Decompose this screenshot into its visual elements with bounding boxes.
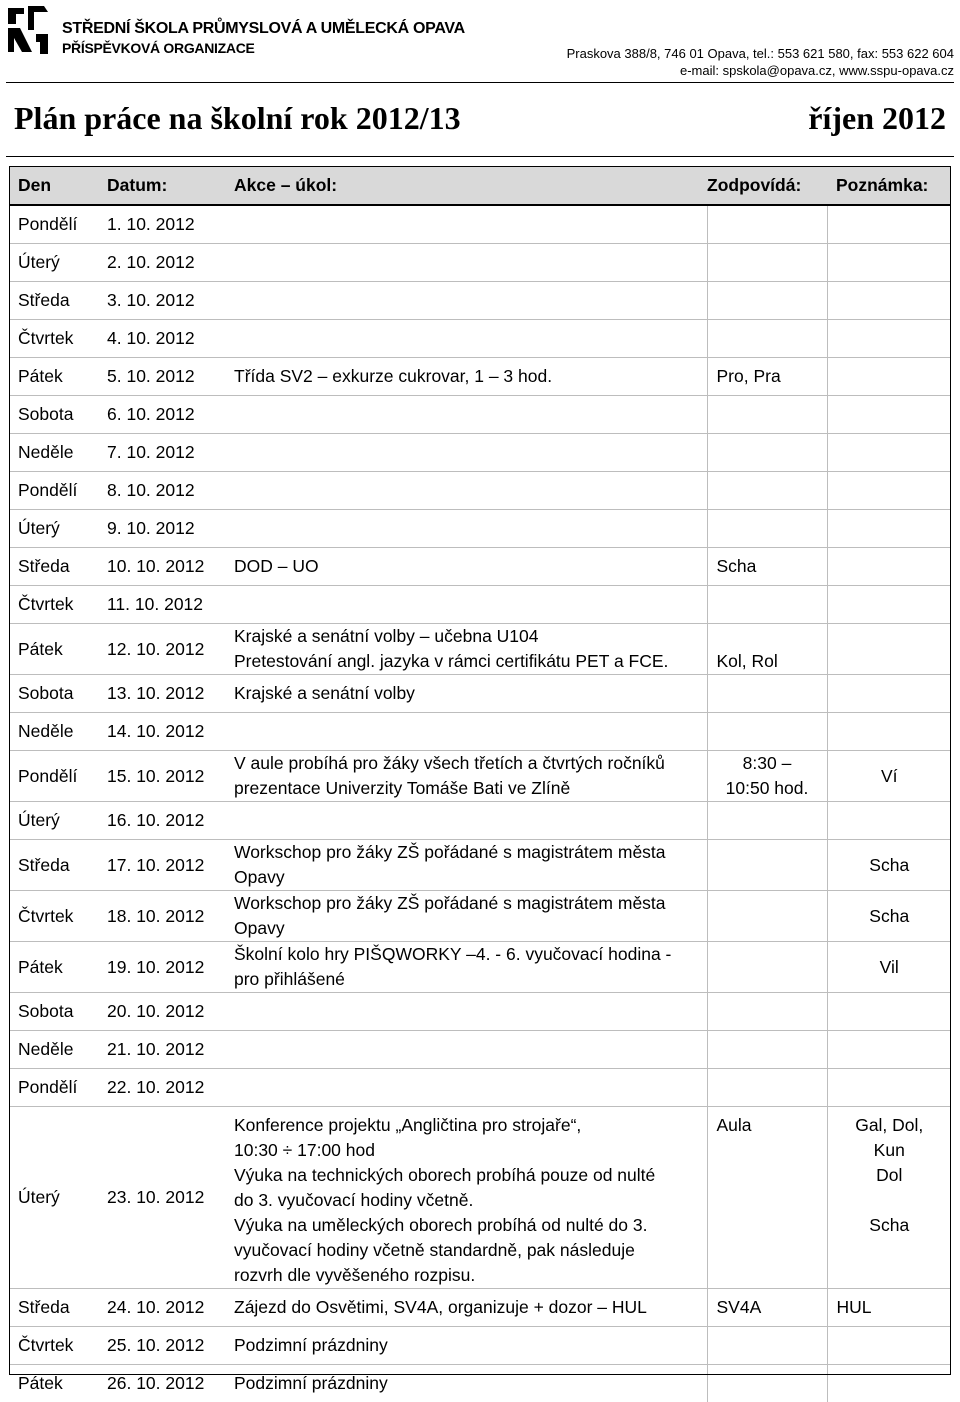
table-row — [9, 1327, 951, 1365]
cell-poznamka — [827, 1289, 951, 1327]
contact-address: Praskova 388/8, 746 01 Opava, tel.: 553 621 580, fax: 553 622 604 — [567, 46, 954, 61]
cell-poznamka — [827, 942, 951, 993]
cell-line: Aula — [717, 1113, 827, 1138]
cell-akce — [225, 751, 707, 802]
cell-zodpovida — [707, 1365, 827, 1402]
cell-den: Čtvrtek — [9, 320, 98, 358]
cell-poznamka — [827, 282, 951, 320]
cell-zodpovida — [707, 624, 827, 675]
cell-datum: 26. 10. 2012 — [98, 1365, 225, 1402]
cell-den: Sobota — [9, 675, 98, 713]
school-name: STŘEDNÍ ŠKOLA PRŮMYSLOVÁ A UMĚLECKÁ OPAVA — [62, 20, 465, 38]
cell-datum: 21. 10. 2012 — [98, 1031, 225, 1069]
cell-line: 10:50 hod. — [708, 776, 827, 801]
cell-den: Pondělí — [9, 205, 98, 244]
cell-datum: 20. 10. 2012 — [98, 993, 225, 1031]
cell-akce — [225, 713, 707, 751]
cell-datum: 19. 10. 2012 — [98, 942, 225, 993]
cell-akce — [225, 434, 707, 472]
cell-poznamka — [827, 1365, 951, 1402]
cell-poznamka — [827, 802, 951, 840]
cell-line: 10:30 ÷ 17:00 hod — [234, 1138, 707, 1163]
cell-akce — [225, 675, 707, 713]
table-row — [9, 993, 951, 1031]
cell-line: pro přihlášené — [234, 967, 707, 992]
cell-datum: 14. 10. 2012 — [98, 713, 225, 751]
cell-line — [828, 1188, 952, 1213]
cell-datum: 23. 10. 2012 — [98, 1107, 225, 1289]
cell-line: Gal, Dol, — [828, 1113, 952, 1138]
cell-line: rozvrh dle vyvěšeného rozpisu. — [234, 1263, 707, 1288]
cell-poznamka — [827, 548, 951, 586]
cell-zodpovida — [707, 396, 827, 434]
cell-akce — [225, 320, 707, 358]
schedule-table — [9, 166, 951, 1402]
cell-akce — [225, 586, 707, 624]
cell-zodpovida — [707, 840, 827, 891]
cell-line: Ví — [828, 764, 952, 789]
cell-line: Výuka na technických oborech probíhá pouze od nulté — [234, 1163, 707, 1188]
cell-datum: 24. 10. 2012 — [98, 1289, 225, 1327]
cell-zodpovida — [707, 751, 827, 802]
cell-den: Pondělí — [9, 1069, 98, 1107]
cell-zodpovida — [707, 1327, 827, 1365]
table-row — [9, 1365, 951, 1402]
cell-line: Podzimní prázdniny — [234, 1333, 707, 1358]
table-header-row — [9, 166, 951, 205]
table-row — [9, 282, 951, 320]
cell-datum: 16. 10. 2012 — [98, 802, 225, 840]
cell-line: DOD – UO — [234, 554, 707, 579]
cell-poznamka — [827, 993, 951, 1031]
cell-poznamka — [827, 472, 951, 510]
cell-line: vyučovací hodiny včetně standardně, pak následuje — [234, 1238, 707, 1263]
cell-poznamka — [827, 675, 951, 713]
cell-den: Čtvrtek — [9, 891, 98, 942]
table-row — [9, 802, 951, 840]
cell-zodpovida — [707, 1069, 827, 1107]
cell-akce — [225, 548, 707, 586]
table-row — [9, 891, 951, 942]
cell-poznamka — [827, 624, 951, 675]
cell-akce — [225, 891, 707, 942]
cell-poznamka — [827, 1107, 951, 1289]
cell-datum: 25. 10. 2012 — [98, 1327, 225, 1365]
cell-zodpovida — [707, 942, 827, 993]
cell-datum: 10. 10. 2012 — [98, 548, 225, 586]
cell-line: Opavy — [234, 865, 707, 890]
table-row — [9, 675, 951, 713]
school-organization-type: PŘÍSPĚVKOVÁ ORGANIZACE — [62, 40, 255, 56]
cell-zodpovida — [707, 713, 827, 751]
cell-poznamka — [827, 244, 951, 282]
cell-line: Pro, Pra — [717, 364, 827, 389]
cell-poznamka — [827, 586, 951, 624]
cell-den: Sobota — [9, 396, 98, 434]
cell-datum: 8. 10. 2012 — [98, 472, 225, 510]
cell-zodpovida — [707, 320, 827, 358]
cell-zodpovida — [707, 244, 827, 282]
cell-poznamka — [827, 205, 951, 244]
cell-zodpovida — [707, 891, 827, 942]
header-divider — [6, 82, 954, 83]
cell-datum: 5. 10. 2012 — [98, 358, 225, 396]
cell-line: Scha — [717, 554, 827, 579]
cell-zodpovida — [707, 1289, 827, 1327]
cell-poznamka — [827, 396, 951, 434]
cell-akce — [225, 1031, 707, 1069]
cell-akce — [225, 472, 707, 510]
letterhead — [0, 0, 960, 90]
cell-zodpovida — [707, 510, 827, 548]
cell-poznamka — [827, 891, 951, 942]
school-logo-icon — [4, 2, 52, 58]
cell-den: Neděle — [9, 1031, 98, 1069]
table-row — [9, 396, 951, 434]
table-row — [9, 244, 951, 282]
cell-line: Workschop pro žáky ZŠ pořádané s magistrátem města — [234, 840, 707, 865]
cell-poznamka — [827, 751, 951, 802]
cell-den: Středa — [9, 840, 98, 891]
cell-akce — [225, 993, 707, 1031]
cell-akce — [225, 802, 707, 840]
cell-akce — [225, 205, 707, 244]
cell-den: Neděle — [9, 713, 98, 751]
table-row — [9, 548, 951, 586]
cell-line: Scha — [828, 1213, 952, 1238]
cell-den: Úterý — [9, 244, 98, 282]
cell-den: Středa — [9, 1289, 98, 1327]
cell-zodpovida — [707, 434, 827, 472]
cell-zodpovida — [707, 586, 827, 624]
cell-line: Kun — [828, 1138, 952, 1163]
cell-den: Sobota — [9, 993, 98, 1031]
table-row — [9, 434, 951, 472]
table-row — [9, 586, 951, 624]
cell-zodpovida — [707, 548, 827, 586]
cell-poznamka — [827, 1327, 951, 1365]
cell-line: Kol, Rol — [717, 649, 827, 674]
cell-den: Úterý — [9, 1107, 98, 1289]
table-row — [9, 358, 951, 396]
table-row — [9, 1107, 951, 1289]
table-row — [9, 1031, 951, 1069]
cell-datum: 15. 10. 2012 — [98, 751, 225, 802]
cell-datum: 22. 10. 2012 — [98, 1069, 225, 1107]
table-row — [9, 840, 951, 891]
cell-poznamka — [827, 434, 951, 472]
cell-den: Pátek — [9, 942, 98, 993]
cell-zodpovida — [707, 358, 827, 396]
cell-akce — [225, 840, 707, 891]
cell-den: Úterý — [9, 802, 98, 840]
table-row — [9, 320, 951, 358]
cell-den: Čtvrtek — [9, 586, 98, 624]
cell-datum: 2. 10. 2012 — [98, 244, 225, 282]
cell-poznamka — [827, 1069, 951, 1107]
cell-datum: 18. 10. 2012 — [98, 891, 225, 942]
table-row — [9, 624, 951, 675]
cell-akce — [225, 1069, 707, 1107]
cell-line: Scha — [828, 853, 952, 878]
cell-poznamka — [827, 320, 951, 358]
cell-poznamka — [827, 358, 951, 396]
cell-line: 8:30 – — [708, 751, 827, 776]
cell-den: Pondělí — [9, 472, 98, 510]
cell-den: Středa — [9, 548, 98, 586]
cell-akce — [225, 1327, 707, 1365]
table-row — [9, 1289, 951, 1327]
table-row — [9, 942, 951, 993]
cell-den: Čtvrtek — [9, 1327, 98, 1365]
cell-line: Opavy — [234, 916, 707, 941]
cell-den: Úterý — [9, 510, 98, 548]
contact-email-web: e-mail: spskola@opava.cz, www.sspu-opava.cz — [680, 63, 954, 78]
title-divider — [6, 156, 954, 157]
table-body — [9, 205, 951, 1402]
column-header-den: Den — [9, 166, 98, 205]
column-header-zodpovida: Zodpovídá: — [707, 166, 827, 205]
cell-akce — [225, 282, 707, 320]
cell-akce — [225, 1289, 707, 1327]
cell-line: HUL — [837, 1295, 952, 1320]
cell-den: Pátek — [9, 1365, 98, 1402]
cell-akce — [225, 942, 707, 993]
cell-zodpovida — [707, 675, 827, 713]
cell-line: Podzimní prázdniny — [234, 1371, 707, 1396]
cell-line: do 3. vyučovací hodiny včetně. — [234, 1188, 707, 1213]
cell-datum: 17. 10. 2012 — [98, 840, 225, 891]
page-title: Plán práce na školní rok 2012/13 — [14, 100, 461, 137]
cell-poznamka — [827, 510, 951, 548]
cell-line: Krajské a senátní volby — [234, 681, 707, 706]
cell-line: Dol — [828, 1163, 952, 1188]
cell-den: Pátek — [9, 624, 98, 675]
cell-line: prezentace Univerzity Tomáše Bati ve Zlíně — [234, 776, 707, 801]
cell-datum: 9. 10. 2012 — [98, 510, 225, 548]
cell-poznamka — [827, 1031, 951, 1069]
cell-line: Pretestování angl. jazyka v rámci certifikátu PET a FCE. — [234, 649, 707, 674]
table-row — [9, 205, 951, 244]
table-row — [9, 1069, 951, 1107]
cell-akce — [225, 396, 707, 434]
cell-den: Pátek — [9, 358, 98, 396]
page-month: říjen 2012 — [808, 100, 946, 137]
cell-datum: 4. 10. 2012 — [98, 320, 225, 358]
cell-zodpovida — [707, 472, 827, 510]
cell-datum: 6. 10. 2012 — [98, 396, 225, 434]
cell-poznamka — [827, 713, 951, 751]
cell-line: V aule probíhá pro žáky všech třetích a čtvrtých ročníků — [234, 751, 707, 776]
cell-den: Pondělí — [9, 751, 98, 802]
cell-line: Školní kolo hry PIŠQWORKY –4. - 6. vyučovací hodina - — [234, 942, 707, 967]
cell-zodpovida — [707, 205, 827, 244]
cell-datum: 1. 10. 2012 — [98, 205, 225, 244]
table-row — [9, 713, 951, 751]
table-row — [9, 472, 951, 510]
cell-line: Konference projektu „Angličtina pro strojaře“, — [234, 1113, 707, 1138]
cell-zodpovida — [707, 282, 827, 320]
cell-zodpovida — [707, 802, 827, 840]
cell-line: Zájezd do Osvětimi, SV4A, organizuje + dozor – HUL — [234, 1295, 707, 1320]
cell-den: Středa — [9, 282, 98, 320]
cell-akce — [225, 624, 707, 675]
cell-datum: 7. 10. 2012 — [98, 434, 225, 472]
cell-zodpovida — [707, 1107, 827, 1289]
cell-datum: 3. 10. 2012 — [98, 282, 225, 320]
cell-line: SV4A — [717, 1295, 827, 1320]
cell-den: Neděle — [9, 434, 98, 472]
column-header-datum: Datum: — [98, 166, 225, 205]
cell-line: Vil — [828, 955, 952, 980]
cell-poznamka — [827, 840, 951, 891]
cell-zodpovida — [707, 993, 827, 1031]
cell-line: Krajské a senátní volby – učebna U104 — [234, 624, 707, 649]
table-row — [9, 751, 951, 802]
cell-akce — [225, 1365, 707, 1402]
cell-line: Scha — [828, 904, 952, 929]
table-row — [9, 510, 951, 548]
cell-akce — [225, 1107, 707, 1289]
cell-line: Workschop pro žáky ZŠ pořádané s magistrátem města — [234, 891, 707, 916]
cell-zodpovida — [707, 1031, 827, 1069]
cell-line: Třída SV2 – exkurze cukrovar, 1 – 3 hod. — [234, 364, 707, 389]
cell-line: Výuka na uměleckých oborech probíhá od nulté do 3. — [234, 1213, 707, 1238]
cell-datum: 12. 10. 2012 — [98, 624, 225, 675]
cell-datum: 13. 10. 2012 — [98, 675, 225, 713]
cell-datum: 11. 10. 2012 — [98, 586, 225, 624]
column-header-poznamka: Poznámka: — [827, 166, 951, 205]
cell-akce — [225, 358, 707, 396]
cell-akce — [225, 510, 707, 548]
cell-akce — [225, 244, 707, 282]
column-header-akce: Akce – úkol: — [225, 166, 707, 205]
